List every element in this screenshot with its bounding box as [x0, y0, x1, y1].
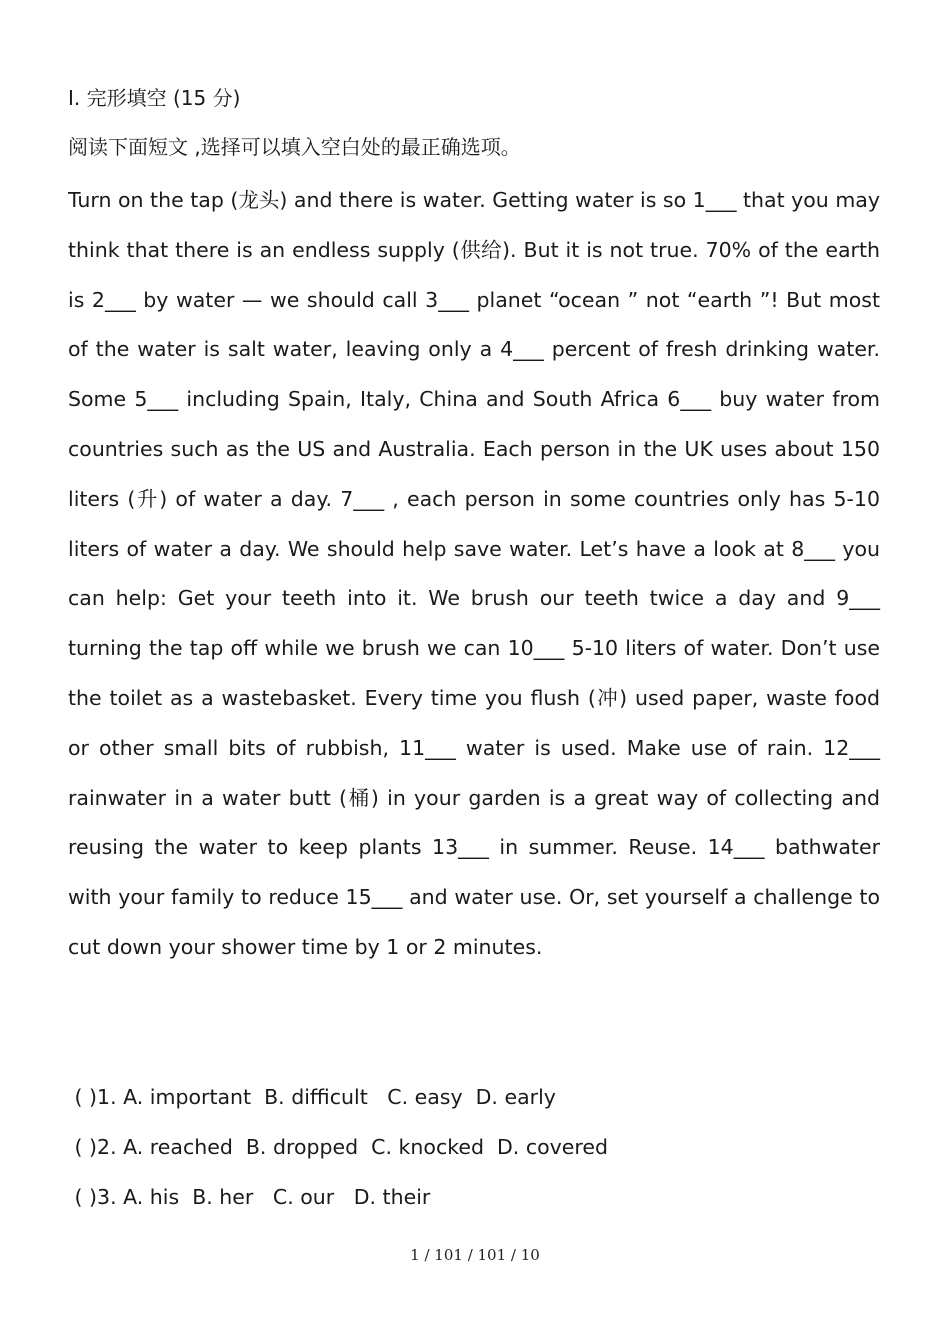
cloze-passage: Turn on the tap (龙头) and there is water. Getting water is so 1___ that you may think that there is an endless supply (供给). But it is not true. 70% of the earth is 2___ by water — we should call 3___ planet “ocean ” not “earth ”! But most of the water is salt water, leaving only a 4___ percent of fresh drinking water. Some 5___ including Spain, Italy, China and South Africa 6___ buy water from countries such as the US and Australia. Each person in the UK uses about 150 liters (升) of water a day. 7___ , each person in some countries only has 5-10 liters of water a day. We should help save water. Let’s have a look at 8___ you can help: Get your teeth into it. We brush our teeth twice a day and 9___ turning the tap off while we brush we can 10___ 5-10 liters of water. Don’t use the toilet as a wastebasket. Every time you flush (冲) used paper, waste food or other small bits of rubbish, 11___ water is used. Make use of rain. 12___ rainwater in a water butt (桶) in your garden is a great way of collecting and reusing the water to keep plants 13___ in summer. Reuse. 14___ bathwater with your family to reduce 15___ and water use. Or, set yourself a challenge to cut down your shower time by 1 or 2 minutes.: [68, 188, 880, 959]
instruction-text: 阅读下面短文 ,选择可以填入空白处的最正确选项。: [68, 135, 521, 159]
question-option-3: ( )3. A. his B. her C. our D. their: [68, 1184, 431, 1209]
page-number: 1 / 101 / 101 / 10: [410, 1246, 540, 1264]
question-option-1: ( )1. A. important B. difficult C. easy D. early: [68, 1085, 556, 1109]
question-option-2: ( )2. A. reached B. dropped C. knocked D. covered: [68, 1134, 608, 1159]
options-list: [68, 1073, 880, 1222]
section-title: I. 完形填空 (15 分): [68, 86, 241, 110]
